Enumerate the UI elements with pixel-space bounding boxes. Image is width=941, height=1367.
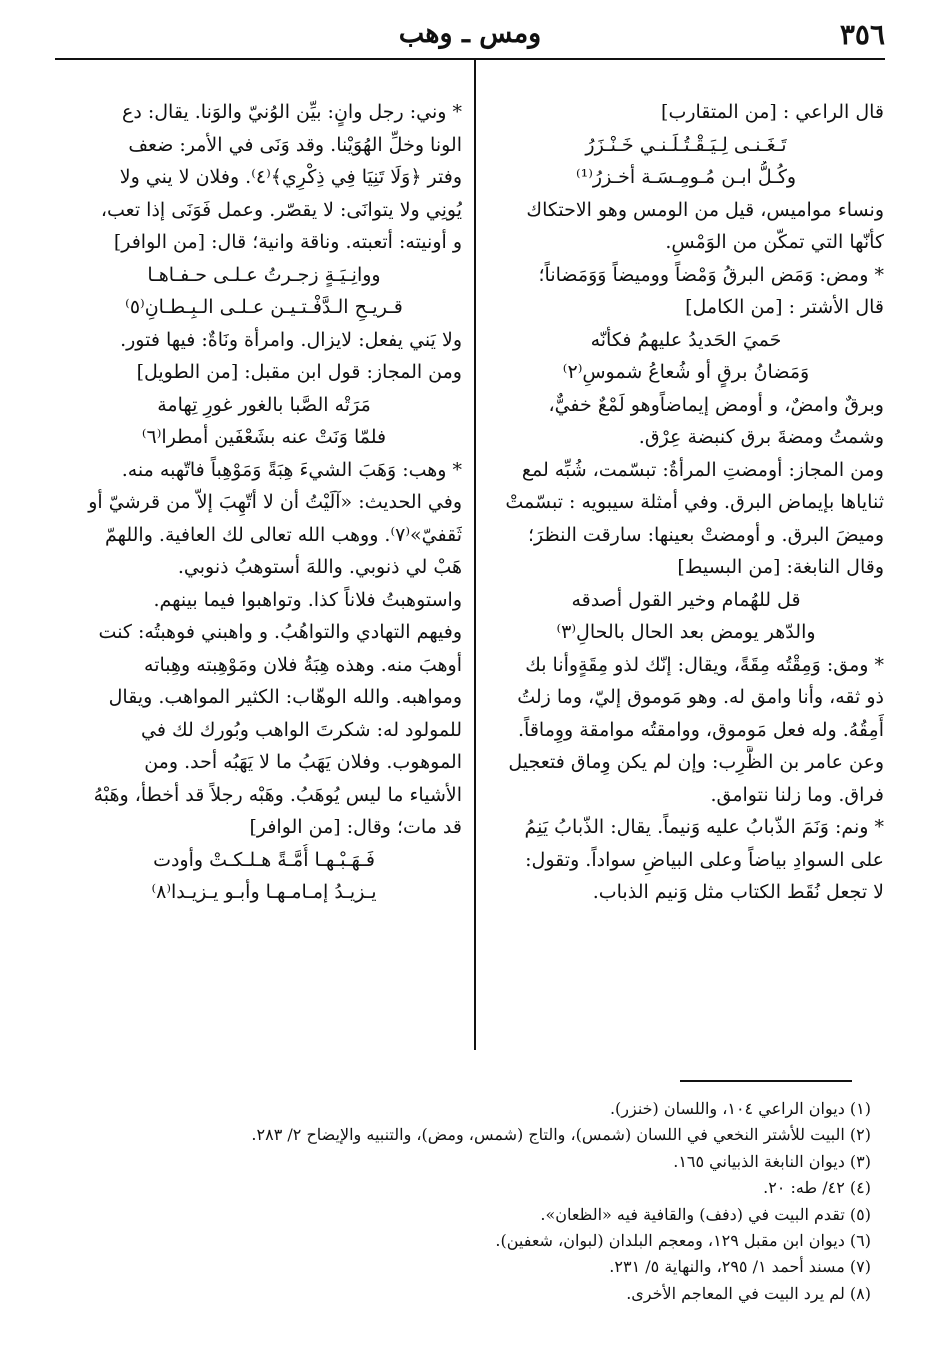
verse-line: حَميَ الحَديدُ عليهمُ فكأنّه [590, 328, 782, 351]
running-title: ومس ـ وهب [398, 18, 542, 49]
left-column [66, 96, 462, 909]
text-line: وفي الحديث: «آلَيْتُ أن لا أتّهِبَ إلاّ من قرشيّ أو [88, 491, 462, 513]
text-line: ونساء مواميس، قيل من الومس وهو الاحتكاك [526, 198, 884, 221]
footnote: (١) ديوان الراعي ١٠٤، واللسان (خنزر). [609, 1099, 871, 1118]
footnote: (٦) ديوان ابن مقبل ١٢٩، ومعجم البلدان (لبوان، شعفين). [495, 1231, 871, 1251]
text-line: ولا يَني يفعل: لايزال. وامرأة ونَاةٌ: فيها فتور. [120, 328, 462, 351]
text-line: ومن المجاز: قول ابن مقبل: [من الطويل] [136, 361, 462, 383]
verse-line: قل للهُمام وخير القول أصدقه [571, 588, 801, 611]
text-line: الونا وخلِّ الهُوَيْنا. وقد وَنَى في الأمر: ضعف [128, 133, 462, 156]
verse-line: مَرَتْه الصَّبا بالغور غورِ تِهامة [157, 393, 371, 416]
footnote: (٣) ديوان النابغة الذبياني ١٦٥. [673, 1151, 871, 1171]
verse-line: وكُـلُّ ابـن مُـومِـسَـة أخـزرُ⁽¹⁾ [575, 166, 797, 188]
verse-line: فلمّا وَنَتْ عنه بشَعْفَين أمطرا⁽٦⁾ [141, 426, 387, 448]
verse-line: تَـغَـنـى لِـيَـقْـتُـلَـنـي خَـنْـزَرُ [585, 133, 787, 156]
entry-line: * ونم: وَنَمَ الذّبابُ عليه وَنيماً. يقال: الذّبابُ يَنِمُ [524, 816, 884, 838]
footnote: (٥) تقدم البيت في (دفف) والقافية فيه «الظعان». [540, 1204, 871, 1224]
text-line: أوهبَ منه. وهذه هِبَةُ فلان ومَوْهِبته وهِباته [144, 653, 462, 676]
verse-line: وَمَضانُ برقٍ أو شُعاعُ شموسِ⁽٢⁾ [562, 361, 810, 383]
footnote-rule [680, 1080, 852, 1082]
text-line: للمولود له: شكرتَ الواهب وبُورك لك في [140, 718, 462, 741]
verse-line: والدّهر يومض بعد الحال بالحالِ⁽٣⁾ [556, 621, 816, 643]
page-header [55, 18, 885, 58]
entry-line: * ومض: وَمَض البرقُ وَمْضاً ووميضاً وَوَمَضاناً؛ [538, 263, 884, 286]
text-line: هَبْ لي ذنوبي. واللهَ أستوهبُ ذنوبي. [177, 556, 462, 578]
text-line: و أونيته: أتعبته. وناقة وانية؛ قال: [من الوافر] [113, 231, 462, 253]
text-line: وبرقٌ وامضٌ، و أومض إيماضاًوهو لَمْعٌ خفيٌّ، [548, 393, 884, 416]
entry-line: * وني: رجل وانٍ: بيِّن الوُنيّ والوَنا. يقال: دع [122, 101, 462, 123]
footnote: (٤) ٤٢/ طه: ٢٠. [763, 1178, 871, 1198]
right-column [488, 96, 884, 909]
text-line: وفتر ﴿وَلَا تَنِيَا فِي ذِكْرِي﴾⁽٤⁾. وفلان لا يني ولا [119, 166, 462, 188]
footnote: (٢) البيت للأشتر النخعي في اللسان (شمس)، والتاج (شمس، ومض)، والتنبيه والإيضاح ٢/ ٢٨٣. [251, 1125, 871, 1145]
text-line: لا تجعل نُقَط الكتاب مثل وَنيم الذباب. [592, 881, 884, 903]
text-line: قد مات؛ وقال: [من الوافر] [249, 816, 462, 838]
text-line: وميضَ البرق. و أومضتْ بعينها: سارقت النظرَ؛ [527, 523, 884, 546]
text-line: وعن عامر بن الظَّرِب: وإن لم يكن وِماق فتعجيل [508, 751, 884, 773]
text-line: على السوادِ بياضاً وعلى البياضِ سواداً. وتقول: [525, 848, 884, 871]
header-rule [55, 58, 885, 60]
entry-line: * وهب: وَهَبَ الشيءَ هِبَةً وَمَوْهِباً فاتّهبه منه. [121, 458, 462, 481]
text-line: قال الراعي : [من المتقارب] [661, 101, 884, 123]
text-line: أَمِقُهُ. وله فعل مَوموق، ووامقتُه موامقة ووِماقاً. [518, 718, 884, 741]
text-line: ذو ثقه، وأنا وامق له. وهو مَوموق إليّ، وما زلتُ [517, 686, 884, 708]
text-line: وقال النابغة: [من البسيط] [677, 556, 884, 578]
text-line: قال الأشتر : [من الكامل] [685, 296, 884, 318]
text-line: كأنّها التي تمكّن من الوَمْسِ. [665, 231, 884, 253]
text-line: ومواهبه. والله الوهّاب: الكثير المواهب. ويقال [108, 686, 462, 708]
footnote: (٧) مسند أحمد ١/ ٢٩٥، والنهاية ٥/ ٢٣١. [609, 1257, 871, 1277]
footnotes [91, 1096, 871, 1307]
text-line: ثناياها بإيماض البرق. وفي أمثلة سيبويه : تبسّمتْ [505, 491, 884, 513]
entry-line: * ومق: وَمِقْتُه مِقَةً، ويقال: إنّك لذو مِقَةٍوأنا بك [525, 653, 884, 676]
text-line: ثَقفيّ»⁽٧⁾. ووهب الله تعالى لك العافية. واللهمّ [104, 523, 462, 546]
text-line: يُونِي ولا يتوانَى: لا يقصّر. وعمل فَوَنَى إذا تعب، [100, 198, 462, 221]
text-line: وشمتُ ومضةَ برق كنبضة عِرْق. [638, 426, 884, 448]
verse-line: يـزيـدُ إمـامـهـا وأبـو يـزيـدا⁽٨⁾ [151, 881, 377, 903]
footnote: (٨) لم يرد البيت في المعاجم الأخرى. [626, 1283, 871, 1303]
text-line: الموهوب. وفلان يَهَبُ ما لا يَهَبُه أحد. ومن [144, 751, 462, 773]
text-line: واستوهبتُ فلاناً كذا. وتواهبوا فيما بينهم. [153, 588, 462, 611]
page-number: ٣٥٦ [839, 18, 885, 51]
text-line: فراق. وما زلنا نتوامق. [710, 783, 884, 806]
text-line: وفيهم التهادي والتواهُبُ. و واهبني فوهبتُه: كنت [98, 621, 462, 643]
verse-line: فَـهَـبْـهـا أُمَّـةً هـلـكـتْ وأودت [153, 848, 375, 871]
text-line: الأشياء ما ليس يُوهَبُ. وهَبْه رجلاً قد أخطأ، وهَبْهُ [93, 783, 462, 806]
text-line: ومن المجاز: أومضتِ المرأةُ: تبسّمت، شُبِّه لمع [521, 458, 884, 481]
column-divider [474, 60, 476, 1050]
verse-line: قـريـحِ الـدَّفْـتـيـن عـلـى الـبِـطـانِ⁽٥⁾ [125, 296, 403, 318]
verse-line: ووانِـيَـةٍ زجـرتُ عـلـى حـفـاهـا [147, 263, 381, 286]
